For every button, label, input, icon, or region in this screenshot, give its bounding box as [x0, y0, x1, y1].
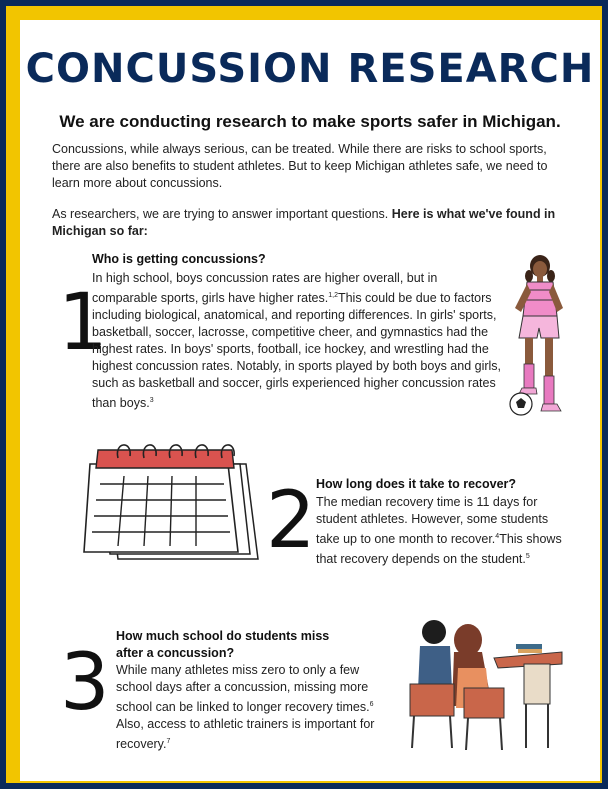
finding-answer-1: In high school, boys concussion rates are higher overall, but in comparable sports, girls have higher rates.$^{1,2}$This could be due to factors including biological, anatomical, and reporting differences. In girls' sports, basketball, soccer, lacrosse, competitive cheer, and gymnastics had the highest rates. In boys' sports, football, ice hockey, and wrestling had the highest concussion rates. Notably, in sports played by both boys and girls, such as basketball and soccer, girls experienced higher concussion rates than boys.$^3$ — [92, 271, 502, 411]
intro-text: As researchers, we are trying to answer important questions. — [52, 207, 392, 221]
finding-number-2: 2 — [266, 476, 316, 566]
finding-number-1: 1 — [58, 278, 108, 368]
page-subtitle: We are conducting research to make sports safer in Michigan. — [59, 112, 561, 131]
page-title: CONCUSSION RESEARCH — [25, 46, 595, 92]
citation: 1,2 — [328, 292, 338, 299]
citation: 6 — [369, 701, 374, 708]
finding-answer-3: While many athletes miss zero to only a few school days after a concussion, missing more school can be linked to longer recovery times.$^6$ Also, access to athletic trainers is important for recovery.$^7$ — [116, 663, 375, 752]
intro-bold-text: Here is what we've found in Michigan so far: — [52, 207, 556, 238]
citation: 5 — [525, 553, 530, 561]
finding-number-3: 3 — [60, 638, 110, 728]
intro-paragraph: Concussions, while always serious, can be treated. While there are risks to school sports, there are also benefits to student athletes. But to keep Michigan athletes safe, we need to learn more about concussions. — [52, 142, 548, 190]
finding-question-1: Who is getting concussions? — [92, 252, 266, 266]
finding-answer-2: The median recovery time is 11 days for student athletes. However, some students take up to one month to recover.$^4$This shows that recovery depends on the student.$^5$ — [316, 495, 562, 567]
calendar-illustration — [76, 434, 266, 566]
soccer-player-illustration — [505, 246, 575, 416]
citation: 4 — [495, 533, 500, 540]
students-at-desk-illustration — [406, 608, 566, 753]
citation: 7 — [166, 738, 171, 746]
citation: 3 — [149, 397, 154, 405]
finding-question-3: How much school do students miss after a concussion? — [116, 629, 330, 660]
intro-paragraph-2 — [52, 206, 572, 240]
flyer-page — [20, 20, 600, 781]
finding-question-2: How long does it take to recover? — [316, 477, 517, 491]
yellow-border — [6, 6, 602, 783]
